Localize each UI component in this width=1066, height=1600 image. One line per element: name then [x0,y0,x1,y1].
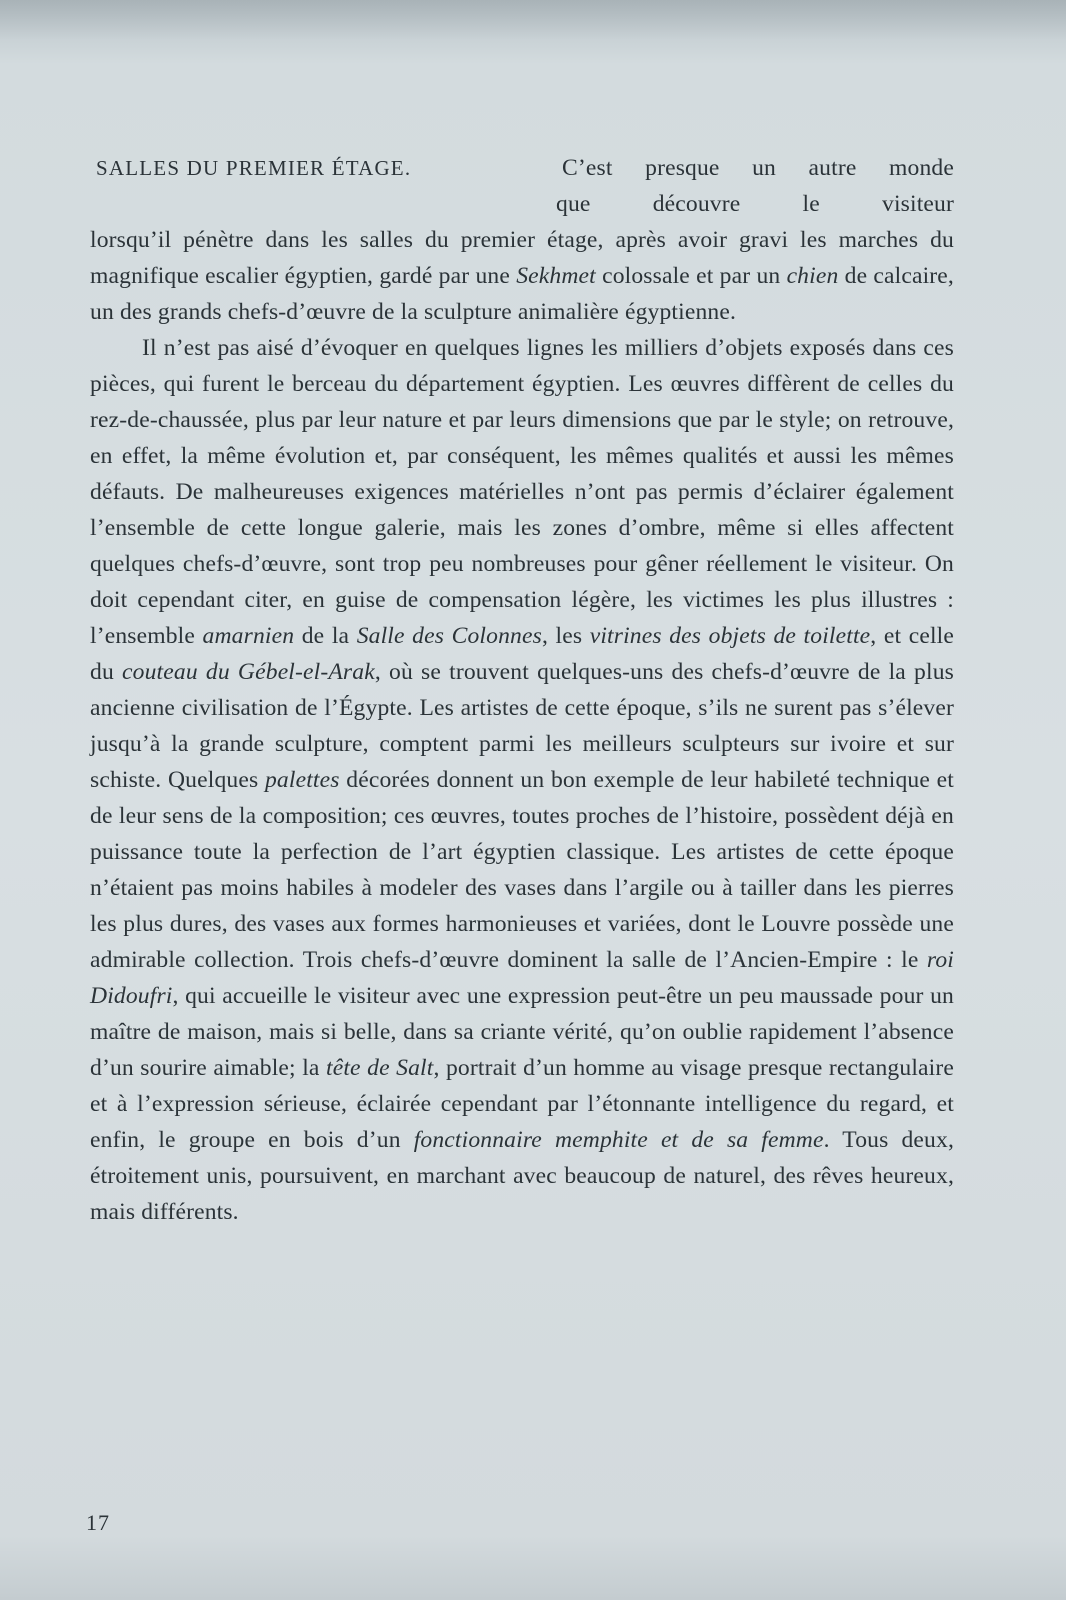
section-title: SALLES DU PREMIER ÉTAGE. [96,156,412,180]
text-run: . Tous deux, étroitement unis, poursuivent, en marchant avec beaucoup de naturel, des rêves heureux, mais différents. [90,1127,954,1225]
text-run: lorsqu’il pénètre dans les salles du premier étage, après avoir gravi les marches du magnifique escalier égyptien, gardé par une [90,227,954,289]
paragraph-1 [90,222,954,330]
page-number: 17 [86,1510,110,1535]
italic-run: fonctionnaire memphite et de sa femme [413,1127,824,1153]
italic-run: roi Didoufri [90,947,954,1009]
text-run: , portrait d’un homme au visage presque rectangulaire et à l’expression sérieuse, éclairée cependant par l’étonnante intelligence du regard, et enfin, le groupe en bois d’un [90,1055,954,1153]
italic-run: chien [786,263,839,289]
italic-run: Salle des Colonnes [356,623,542,649]
heading-row [90,150,954,186]
italic-run: palettes [264,767,340,793]
intro-line-2: que découvre le visiteur [556,191,954,217]
text-run: , qui accueille le visiteur avec une expression peut-être un peu maussade pour un maître de maison, mais si belle, dans sa criante vérité, qu’on oublie rapidement l’absence d’un sourire aimable; la [90,983,954,1081]
text-run: , et celle du [90,623,955,685]
italic-run: Sekhmet [516,263,596,289]
text-run: colossale et par un [595,263,787,289]
text-run: de la [294,623,357,649]
italic-run: amarnien [202,623,295,649]
text-run: , les [541,623,590,649]
body-text [90,150,954,1230]
text-run: , où se trouvent quelques-uns des chefs-d’œuvre de la plus ancienne civilisation de l’Égypte. Les artistes de cette époque, s’ils ne surent pas s’élever jusqu’à la grande sculpture, comptent parmi les meilleurs sculpteurs sur ivoire et sur schiste. Quelques [90,659,954,793]
italic-run: tête de Salt [326,1055,434,1081]
text-run: décorées donnent un bon exemple de leur habileté technique et de leur sens de la composition; ces œuvres, toutes proches de l’histoire, possèdent déjà en puissance toute la perfection de l’art égyptien classique. Les artistes de cette époque n’étaient pas moins habiles à modeler des vases dans l’argile ou à tailler dans les pierres les plus dures, des vases aux formes harmonieuses et variées, dont le Louvre possède une admirable collection. Trois chefs-d’œuvre dominent la salle de l’Ancien-Empire : le [90,767,954,973]
italic-run: couteau du Gébel-el-Arak [122,659,375,685]
italic-run: vitrines des objets de toilette [589,623,871,649]
paragraph-2 [90,330,954,1230]
text-run: Il n’est pas aisé d’évoquer en quelques lignes les milliers d’objets exposés dans ces pièces, qui furent le berceau du département égyptien. Les œuvres diffèrent de celles du rez-de-chaussée, plus par leur nature et par leurs dimensions que par le style; on retrouve, en effet, la même évolution et, par conséquent, les mêmes qualités et aussi les mêmes défauts. De malheureuses exigences matérielles n’ont pas permis d’éclairer également l’ensemble de cette longue galerie, mais les zones d’ombre, même si elles affectent quelques chefs-d’œuvre, sont trop peu nombreuses pour gêner réellement le visiteur. On doit cependant citer, en guise de compensation légère, les victimes les plus illustres : l’ensemble [90,335,954,649]
intro-line-1: C’est presque un autre monde [562,155,954,181]
text-run: de calcaire, un des grands chefs-d’œuvre de la sculpture animalière égyptienne. [90,263,954,325]
